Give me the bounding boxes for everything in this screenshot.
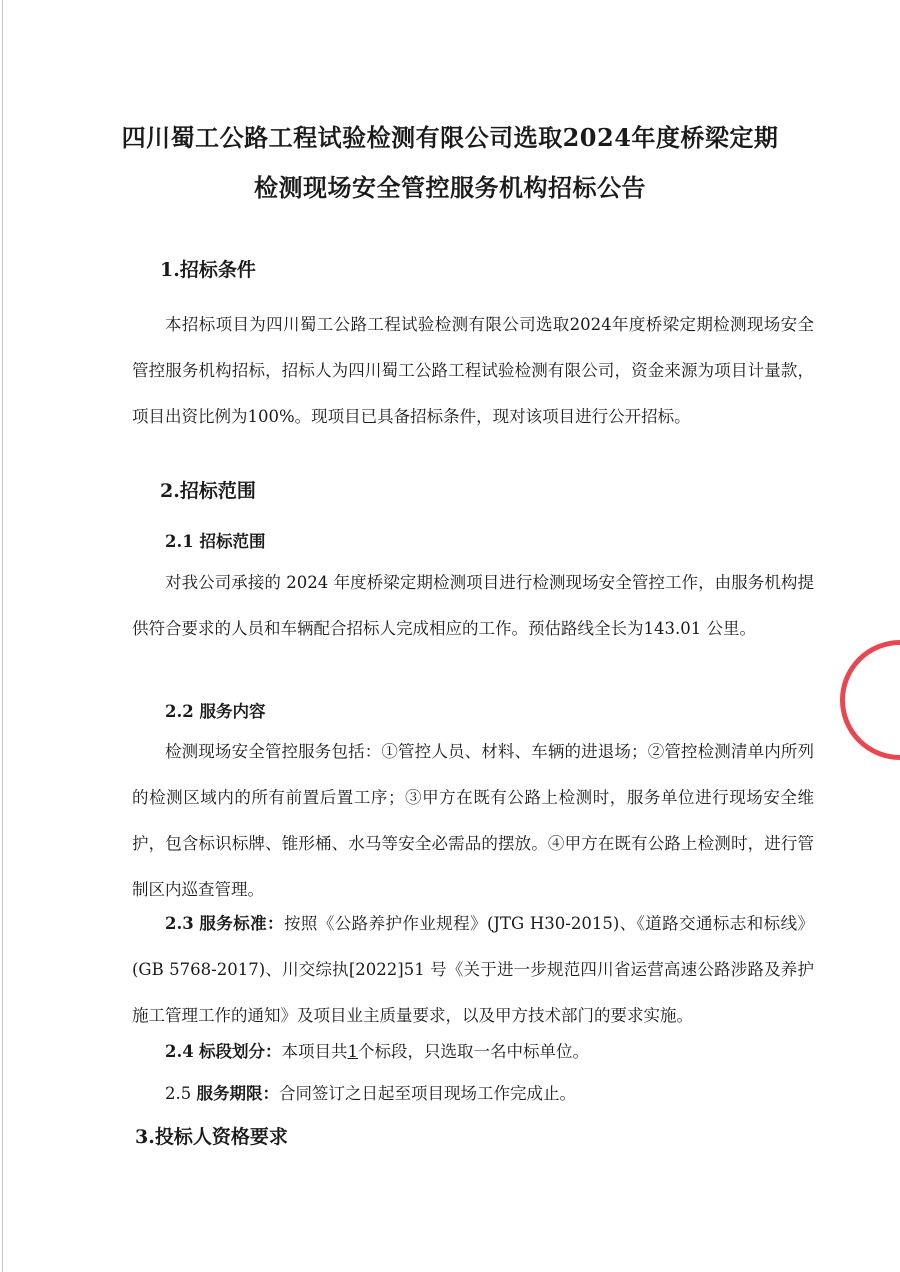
section-2-3-label: 服务标准： xyxy=(199,914,284,933)
section-2-4-suffix: 个标段，只选取一名中标单位。 xyxy=(357,1042,589,1061)
section-2-5-label: 服务期限： xyxy=(196,1084,279,1103)
section-2-3-number: 2.3 xyxy=(165,914,194,933)
scan-edge-line xyxy=(2,0,3,1272)
section-2-4-number: 2.4 xyxy=(165,1042,194,1061)
section-2-heading: 2.招标范围 xyxy=(160,480,256,502)
section-2-4-prefix: 本项目共 xyxy=(281,1042,348,1061)
title-line-2: 检测现场安全管控服务机构招标公告 xyxy=(254,173,646,202)
section-2-3-paragraph xyxy=(132,901,814,1039)
section-2-4-label: 标段划分： xyxy=(198,1042,282,1061)
section-2-4-line xyxy=(165,1044,589,1061)
title-line-1: 四川蜀工公路工程试验检测有限公司选取2024年度桥梁定期 xyxy=(121,123,779,152)
section-2-3-body: 按照《公路养护作业规程》(JTG H30-2015)、《道路交通标志和标线》(GB 5768-2017)、川交综执[2022]51 号《关于进一步规范四川省运营高速公路涉路及养护施工管理工作的通知》及项目业主质量要求，以及甲方技术部门的要求实施。 xyxy=(132,914,815,1025)
section-2-5-line xyxy=(165,1086,576,1103)
section-1-heading: 1.招标条件 xyxy=(160,259,256,281)
section-2-1-body: 对我公司承接的 2024 年度桥梁定期检测项目进行检测现场安全管控工作，由服务机构提供符合要求的人员和车辆配合招标人完成相应的工作。预估路线全长为143.01 公里。 xyxy=(132,573,814,638)
section-2-2-body: 检测现场安全管控服务包括：①管控人员、材料、车辆的进退场；②管控检测清单内所列的检测区域内的所有前置后置工序；③甲方在既有公路上检测时，服务单位进行现场安全维护，包含标识标牌、锥形桶、水马等安全必需品的摆放。④甲方在既有公路上检测时，进行管制区内巡查管理。 xyxy=(132,742,814,899)
section-2-5-number: 2.5 xyxy=(165,1084,192,1103)
section-2-2-heading: 2.2 服务内容 xyxy=(165,702,266,721)
section-2-1-heading: 2.1 招标范围 xyxy=(165,532,266,551)
section-2-4-count: 1 xyxy=(347,1042,358,1061)
red-seal-stamp xyxy=(840,640,900,760)
section-1-body: 本招标项目为四川蜀工公路工程试验检测有限公司选取2024年度桥梁定期检测现场安全管控服务机构招标，招标人为四川蜀工公路工程试验检测有限公司，资金来源为项目计量款，项目出资比例为100%。现项目已具备招标条件，现对该项目进行公开招标。 xyxy=(132,315,814,426)
section-3-heading: 3.投标人资格要求 xyxy=(135,1126,288,1148)
section-2-5-body: 合同签订之日起至项目现场工作完成止。 xyxy=(279,1084,576,1103)
